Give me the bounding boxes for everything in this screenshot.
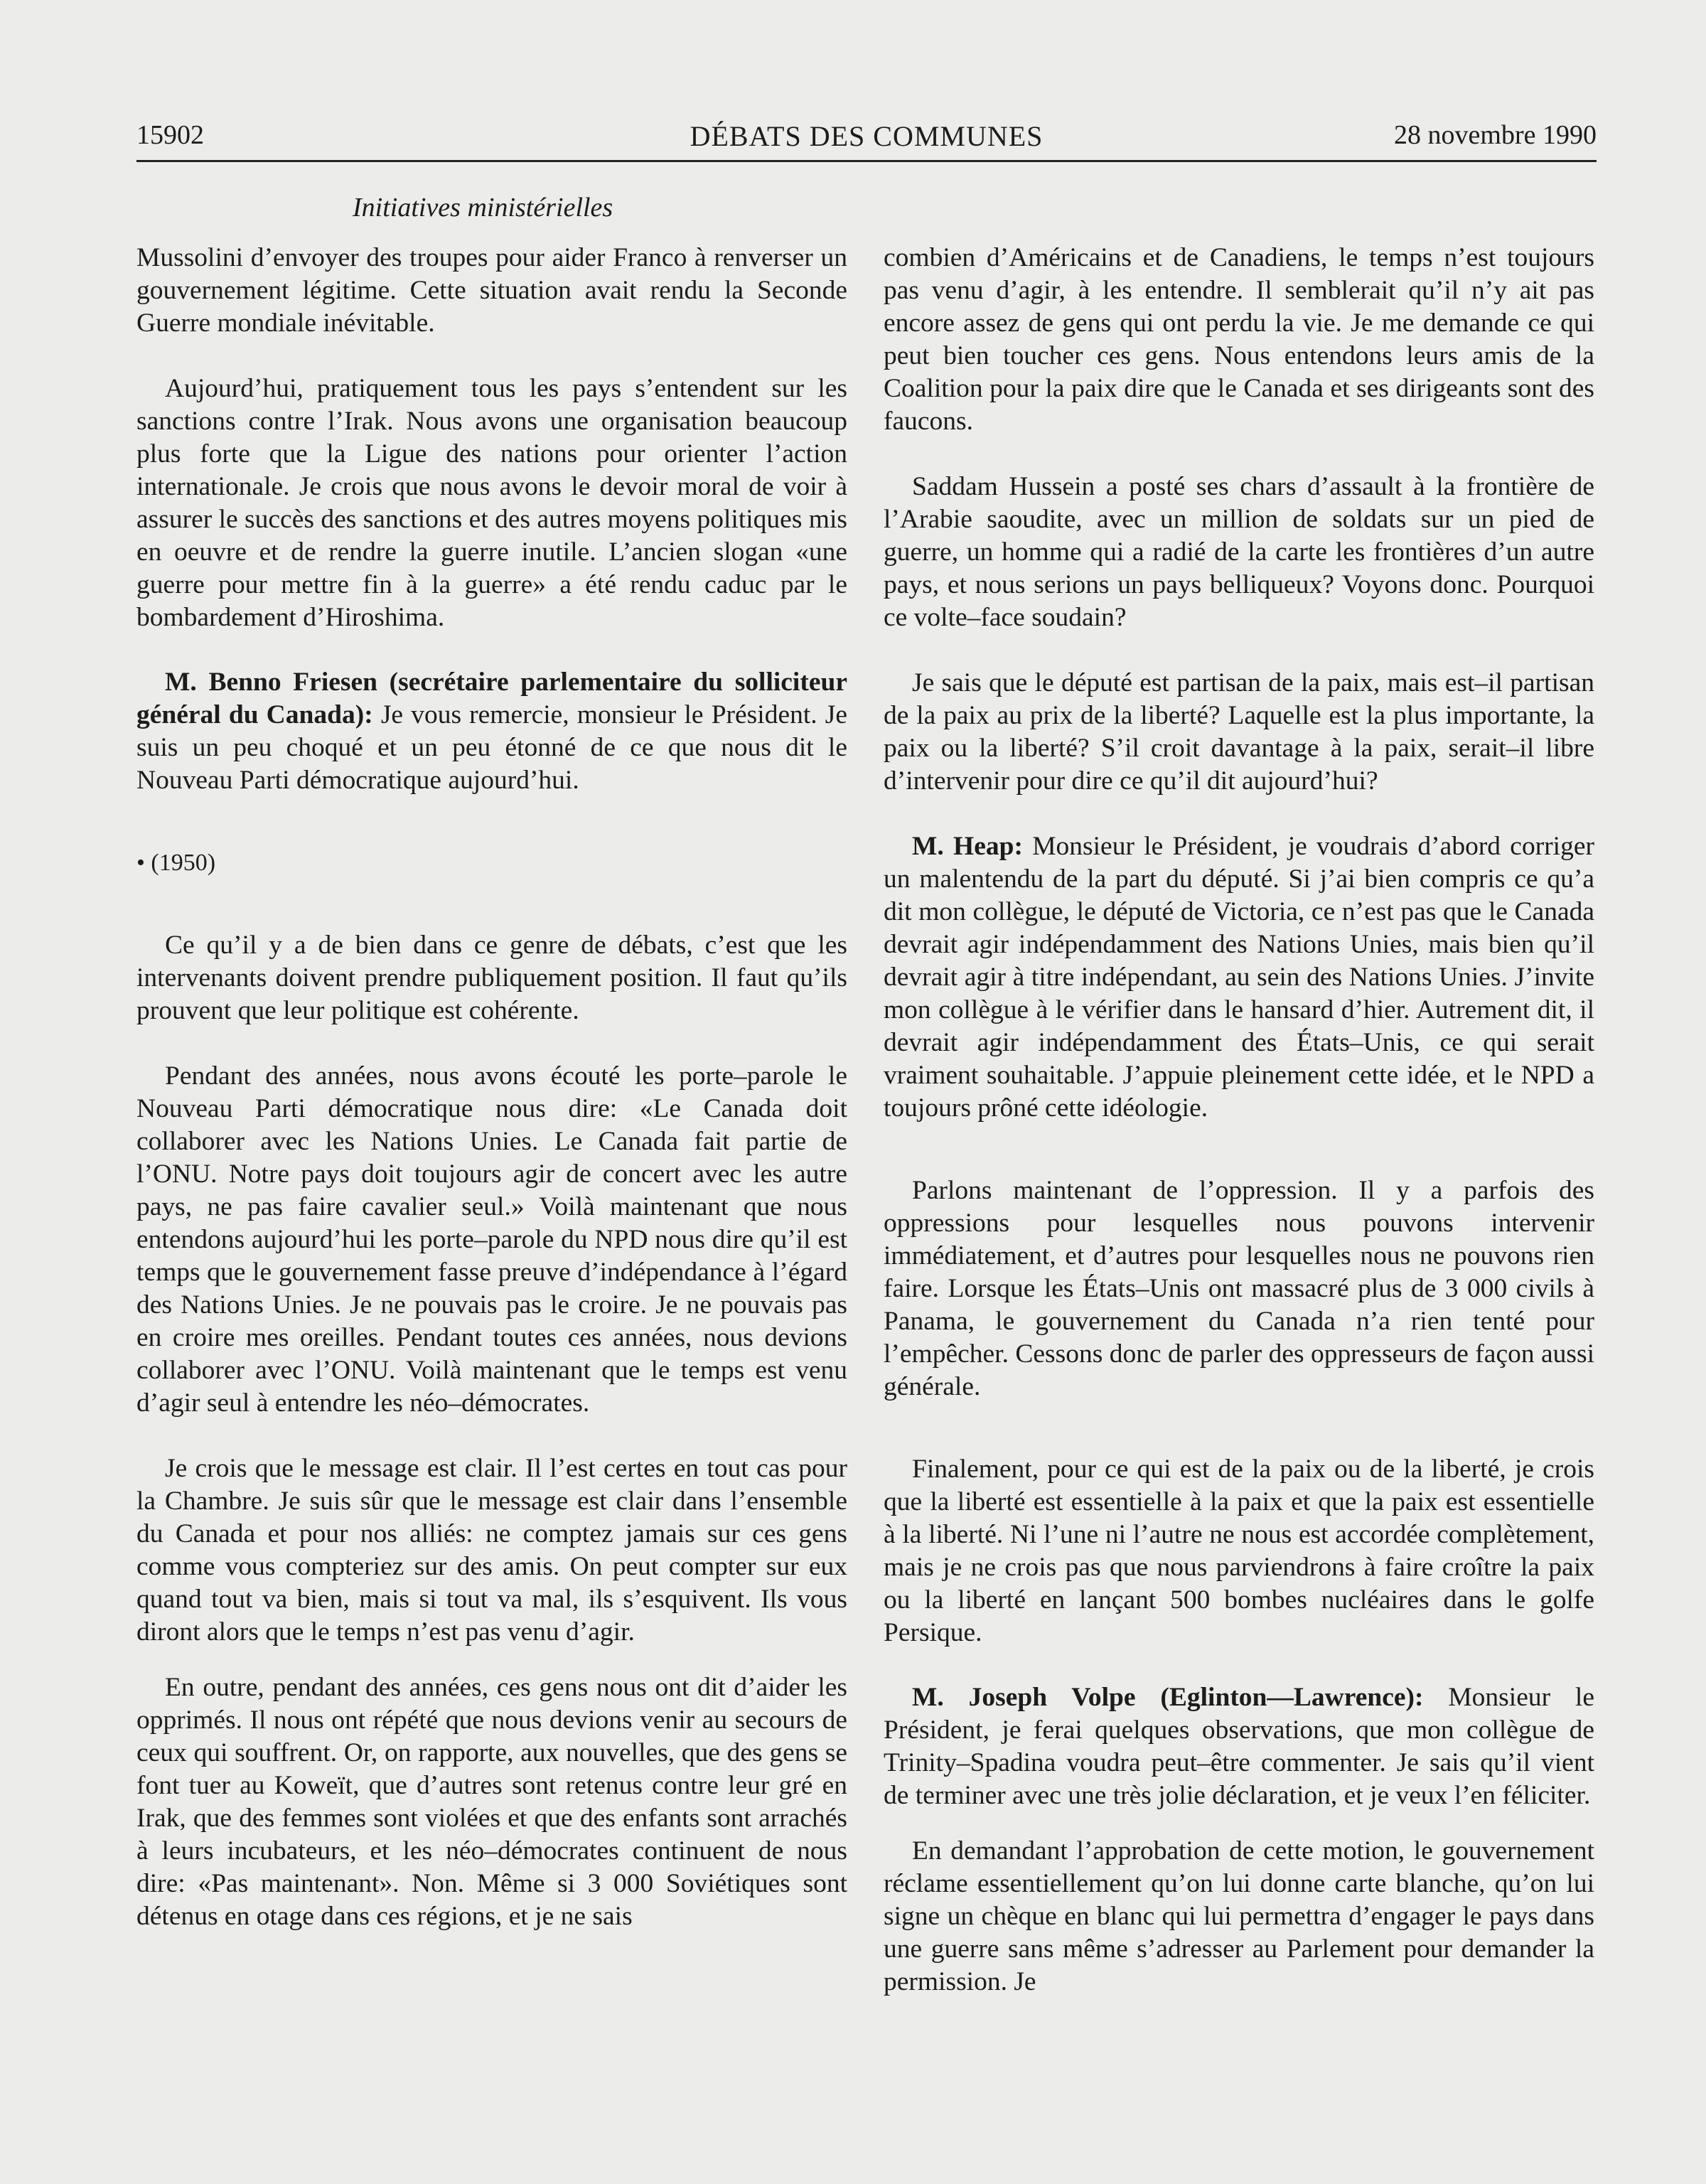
paragraph: Pendant des années, nous avons écouté les porte–parole le Nouveau Parti démocratique nous dire: «Le Canada doit collaborer avec les Nations Unies. Le Canada fait partie de l’ONU. Notre pays doit toujours agir de concert avec les autre pays, ne pas faire cavalier seul.» Voilà maintenant que nous entendons aujourd’hui les porte–parole du NPD nous dire qu’il est temps que le gouvernement fasse preuve d’indépendance à l’égard des Nations Unies. Je ne pouvais pas le croire. Je ne pouvais pas en croire mes oreilles. Pendant toutes ces années, nous devions collaborer avec l’ONU. Voilà maintenant que le temps est venu d’agir seul à entendre les néo–démocrates. [136, 1061, 847, 1418]
paragraph: combien d’Américains et de Canadiens, le temps n’est toujours pas venu d’agir, à les entendre. Il semblerait qu’il n’y ait pas encore assez de gens qui ont perdu la vie. Je me demande ce qui peut bien toucher ces gens. Nous entendons leurs amis de la Coalition pour la paix dire que le Canada et ses dirigeants sont des faucons. [884, 243, 1594, 436]
paragraph: En demandant l’approbation de cette motion, le gouvernement réclame essentiellement qu’on lui donne carte blanche, qu’on lui signe un chèque en blanc qui lui permettra d’engager le pays dans une guerre sans même s’adresser au Parlement pour demander la permission. Je [884, 1836, 1594, 1996]
speech-text: Monsieur le Président, je voudrais d’abord corriger un malentendu de la part du député. Si j’ai bien compris ce qu’a dit mon collègue, le député de Victoria, ce n’est pas que le Canada devrait agir indépendamment des Nations Unies, mais bien qu’il devrait agir à titre indépendant, au sein des Nations Unies. J’invite mon collègue à le vérifier dans le hansard d’hier. Autrement dit, il devrait agir indépendamment des États–Unis, ce qui serait vraiment souhaitable. J’appuie pleinement cette idée, et le NPD a toujours prôné cette idéologie. [884, 832, 1594, 1123]
paragraph: En outre, pendant des années, ces gens nous ont dit d’aider les opprimés. Il nous ont répété que nous devions venir au secours de ceux qui souffrent. Or, on rapporte, aux nouvelles, que des gens se font tuer au Koweït, que d’autres sont retenus contre leur gré en Irak, que des femmes sont violées et que des enfants sont arrachés à leurs incubateurs, et les néo–démocrates continuent de nous dire: «Pas maintenant». Non. Même si 3 000 Soviétiques sont détenus en otage dans ces régions, et je ne sais [136, 1673, 847, 1931]
paragraph: Finalement, pour ce qui est de la paix ou de la liberté, je crois que la liberté est essentielle à la paix et que la paix est essentielle à la liberté. Ni l’une ni l’autre ne nous est accordée complètement, mais je ne crois pas que nous parviendrons à faire croître la paix ou la liberté en lançant 500 bombes nucléaires dans le golfe Persique. [884, 1455, 1594, 1647]
speaker-name: M. Joseph Volpe (Eglinton—Lawrence): [912, 1683, 1424, 1712]
page-header [136, 119, 1597, 159]
right-column [884, 242, 1594, 1998]
paragraph: Je crois que le message est clair. Il l’est certes en tout cas pour la Chambre. Je suis sûr que le message est clair dans l’ensemble du Canada et pour nos alliés: ne comptez jamais sur ces gens comme vous compteriez sur des amis. On peut compter sur eux quand tout va bien, mais si tout va mal, ils s’esquivent. Ils vous diront alors que le temps n’est pas venu d’agir. [136, 1454, 847, 1647]
speaker-name: M. Benno Friesen (secrétaire parlementaire du solliciteur général du Canada): [136, 668, 847, 729]
paragraph: Ce qu’il y a de bien dans ce genre de débats, c’est que les intervenants doivent prendre publiquement position. Il faut qu’ils prouvent que leur politique est cohérente. [136, 931, 847, 1025]
publication-title: DÉBATS DES COMMUNES [690, 120, 1044, 152]
speaker-paragraph [884, 830, 1594, 1125]
paragraph: Parlons maintenant de l’oppression. Il y a parfois des oppressions pour lesquelles nous pouvons intervenir immédiatement, et d’autres pour lesquelles nous ne pouvons rien faire. Lorsque les États–Unis ont massacré plus de 3 000 civils à Panama, le gouvernement du Canada n’a rien tenté pour l’empêcher. Cessons donc de parler des oppresseurs de façon aussi générale. [884, 1176, 1594, 1401]
speaker-name: M. Heap: [912, 832, 1023, 861]
section-title: Initiatives ministérielles [353, 193, 613, 223]
speech-text: Je vous remercie, monsieur le Président. Je suis un peu choqué et un peu étonné de ce que nous dit le Nouveau Parti démocratique aujourd’hui. [136, 700, 848, 795]
paragraph: Saddam Hussein a posté ses chars d’assault à la frontière de l’Arabie saoudite, avec un million de soldats sur un pied de guerre, un homme qui a radié de la carte les frontières d’un autre pays, et nous serions un pays belliqueux? Voyons donc. Pourquoi ce volte–face soudain? [884, 472, 1594, 632]
speaker-paragraph [884, 1681, 1594, 1812]
paragraph: Aujourd’hui, pratiquement tous les pays s’entendent sur les sanctions contre l’Irak. Nous avons une organisation beaucoup plus forte que la Ligue des nations pour orienter l’action internationale. Je crois que nous avons le devoir moral de voir à assurer le succès des sanctions et des autres moyens politiques mis en oeuvre et de rendre la guerre inutile. L’ancien slogan «une guerre pour mettre fin à la guerre» a été rendu caduc par le bombardement d’Hiroshima. [136, 374, 847, 632]
timestamp: • (1950) [136, 850, 216, 876]
publication-date: 28 novembre 1990 [1394, 120, 1597, 150]
speaker-paragraph [136, 666, 847, 797]
left-column [136, 242, 847, 1933]
speech-text: Monsieur le Président, je ferai quelques observations, que mon collègue de Trinity–Spadina voudra peut–être commenter. Je sais qu’il vient de terminer avec une très jolie déclaration, et je veux l’en féliciter. [884, 1683, 1594, 1810]
paragraph: Je sais que le député est partisan de la paix, mais est–il partisan de la paix au prix de la liberté? Laquelle est la plus importante, la paix ou la liberté? S’il croit davantage à la paix, serait–il libre d’intervenir pour dire ce qu’il dit aujourd’hui? [884, 668, 1594, 796]
paragraph: Mussolini d’envoyer des troupes pour aider Franco à renverser un gouvernement légitime. Cette situation avait rendu la Seconde Guerre mondiale inévitable. [136, 243, 847, 338]
page-number: 15902 [136, 120, 204, 150]
header-rule [136, 160, 1597, 162]
